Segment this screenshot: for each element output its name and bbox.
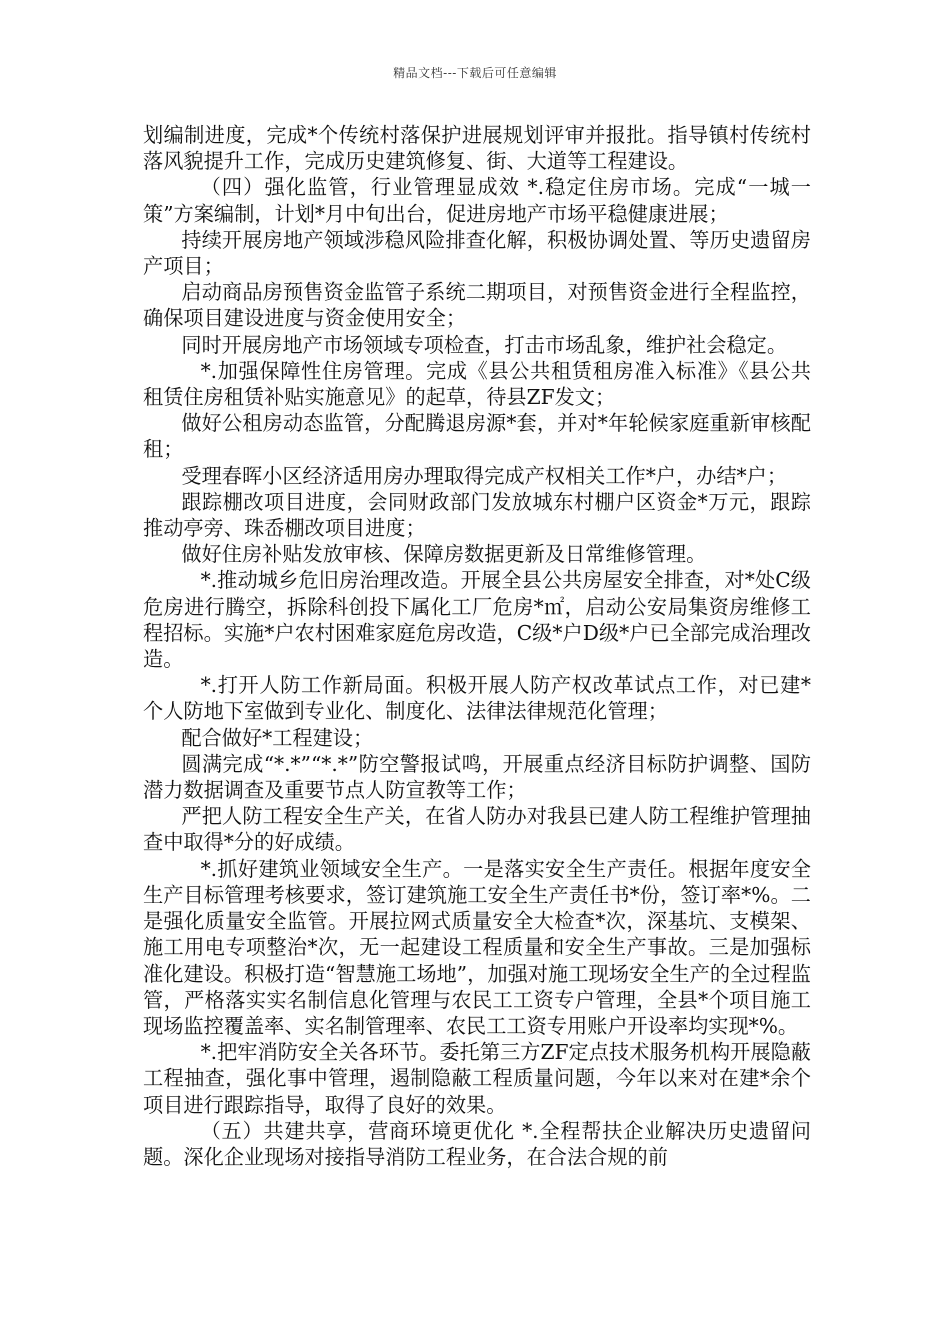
paragraph: 跟踪棚改项目进度，会同财政部门发放城东村棚户区资金*万元，跟踪推动亭旁、珠岙棚改项目进度； [143, 489, 811, 541]
paragraph: 做好住房补贴发放审核、保障房数据更新及日常维修管理。 [181, 542, 707, 567]
paragraph: （四）强化监管，行业管理显成效 *.稳定住房市场。完成“一城一策”方案编制，计划*月中旬出台，促进房地产市场平稳健康进展； [143, 175, 811, 226]
paragraph: 同时开展房地产市场领域专项检查，打击市场乱象，维护社会稳定。 [181, 332, 788, 357]
paragraph: 做好公租房动态监管，分配腾退房源*套，并对*年轮候家庭重新审核配租； [143, 411, 811, 462]
paragraph: *.加强保障性住房管理。完成《县公共租赁租房准入标准》《县公共租赁住房租赁补贴实施意见》的起草，待县ZF发文； [143, 358, 811, 410]
paragraph: 严把人防工程安全生产关，在省人防办对我县已建人防工程维护管理抽查中取得*分的好成绩。 [143, 804, 811, 855]
paragraph: 配合做好*工程建设； [181, 725, 374, 750]
paragraph: 划编制进度，完成*个传统村落保护进展规划评审并报批。指导镇村传统村落风貌提升工作，完成历史建筑修复、街、大道等工程建设。 [143, 123, 811, 174]
document-body [143, 122, 811, 1170]
paragraph: 受理春晖小区经济适用房办理取得完成产权相关工作*户，办结*户； [181, 463, 788, 488]
paragraph: 圆满完成“*.*”“*.*”防空警报试鸣，开展重点经济目标防护调整、国防潜力数据调查及重要节点人防宣教等工作； [143, 751, 811, 803]
paragraph: *.推动城乡危旧房治理改造。开展全县公共房屋安全排查，对*处C级危房进行腾空，拆除科创投下属化工厂危房*㎡，启动公安局集资房维修工程招标。实施*户农村困难家庭危房改造，C级*户D级*户已全部完成治理改造。 [143, 568, 811, 672]
paragraph: *.把牢消防安全关各环节。委托第三方ZF定点技术服务机构开展隐蔽工程抽查，强化事中管理，遏制隐蔽工程质量问题，今年以来对在建*余个项目进行跟踪指导，取得了良好的效果。 [143, 1040, 811, 1117]
page-header: 精品文档---下载后可任意编辑 [393, 66, 557, 80]
paragraph: 启动商品房预售资金监管子系统二期项目，对预售资金进行全程监控，确保项目建设进度与资金使用安全； [143, 280, 811, 331]
paragraph: 持续开展房地产领域涉稳风险排查化解，积极协调处置、等历史遗留房产项目； [143, 227, 811, 279]
paragraph: （五）共建共享，营商环境更优化 *.全程帮扶企业解决历史遗留问题。深化企业现场对接指导消防工程业务，在合法合规的前 [143, 1118, 811, 1169]
paragraph: *.打开人防工作新局面。积极开展人防产权改革试点工作，对已建*个人防地下室做到专业化、制度化、法律法律规范化管理； [143, 673, 811, 724]
paragraph: *.抓好建筑业领域安全生产。一是落实安全生产责任。根据年度安全生产目标管理考核要求，签订建筑施工安全生产责任书*份，签订率*%。二是强化质量安全监管。开展拉网式质量安全大检查*次，深基坑、支模架、施工用电专项整治*次，无一起建设工程质量和安全生产事故。三是加强标准化建设。积极打造“智慧施工场地”，加强对施工现场安全生产的全过程监管，严格落实实名制信息化管理与农民工工资专户管理，全县*个项目施工现场监控覆盖率、实名制管理率、农民工工资专用账户开设率均实现*%。 [143, 856, 811, 1038]
